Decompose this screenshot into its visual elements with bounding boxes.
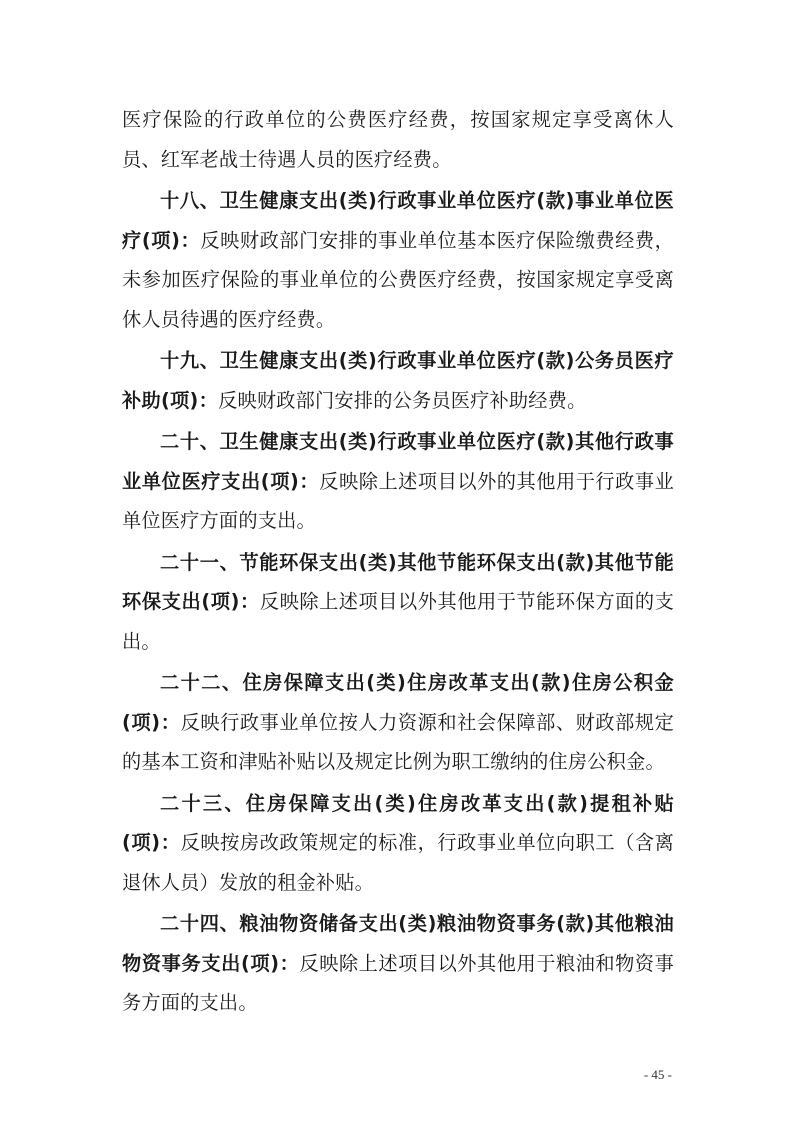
paragraph-text: 反映财政部门安排的公务员医疗补助经费。: [218, 388, 587, 412]
paragraph-item-18: [122, 181, 674, 339]
paragraph-item-20: [122, 422, 674, 541]
paragraph-item-19: [122, 341, 674, 420]
item-heading: 二十四、粮油物资储备支出(类)粮油物资事务(款)其他粮油物资事务支出(项)：: [122, 912, 674, 975]
item-heading: 二十三、住房保障支出(类)住房改革支出(款)提租补贴(项)：: [122, 791, 674, 854]
paragraph-text: 反映除上述项目以外的其他用于行政事业单位医疗方面的支出。: [122, 469, 674, 532]
paragraph-text: 反映除上述项目以外其他用于粮油和物资事务方面的支出。: [122, 951, 674, 1014]
item-heading: 十九、卫生健康支出(类)行政事业单位医疗(款)公务员医疗补助(项)：: [122, 349, 674, 412]
paragraph-text: 反映按房改政策规定的标准，行政事业单位向职工（含离退休人员）发放的租金补贴。: [122, 831, 674, 894]
paragraph-item-22: [122, 663, 674, 782]
paragraph-text: 反映财政部门安排的事业单位基本医疗保险缴费经费，未参加医疗保险的事业单位的公费医疗经费，按国家规定享受离休人员待遇的医疗经费。: [122, 228, 674, 331]
paragraph-text: 医疗保险的行政单位的公费医疗经费，按国家规定享受离休人员、红军老战士待遇人员的医疗经费。: [122, 108, 674, 171]
paragraph-item-21: [122, 543, 674, 662]
item-heading: 十八、卫生健康支出(类)行政事业单位医疗(款)事业单位医疗(项)：: [122, 189, 674, 252]
paragraph-item-24: [122, 904, 674, 1023]
document-body: [122, 100, 674, 1023]
item-heading: 二十一、节能环保支出(类)其他节能环保支出(款)其他节能环保支出(项)：: [122, 550, 674, 613]
paragraph-item-23: [122, 784, 674, 903]
paragraph-continuation: [122, 100, 674, 179]
item-heading: 二十二、住房保障支出(类)住房改革支出(款)住房公积金(项)：: [122, 671, 674, 734]
paragraph-text: 反映行政事业单位按人力资源和社会保障部、财政部规定的基本工资和津贴补贴以及规定比例为职工缴纳的住房公积金。: [122, 710, 674, 773]
page-number: - 45 -: [643, 1067, 672, 1082]
paragraph-text: 反映除上述项目以外其他用于节能环保方面的支出。: [122, 590, 674, 653]
item-heading: 二十、卫生健康支出(类)行政事业单位医疗(款)其他行政事业单位医疗支出(项)：: [122, 430, 674, 493]
